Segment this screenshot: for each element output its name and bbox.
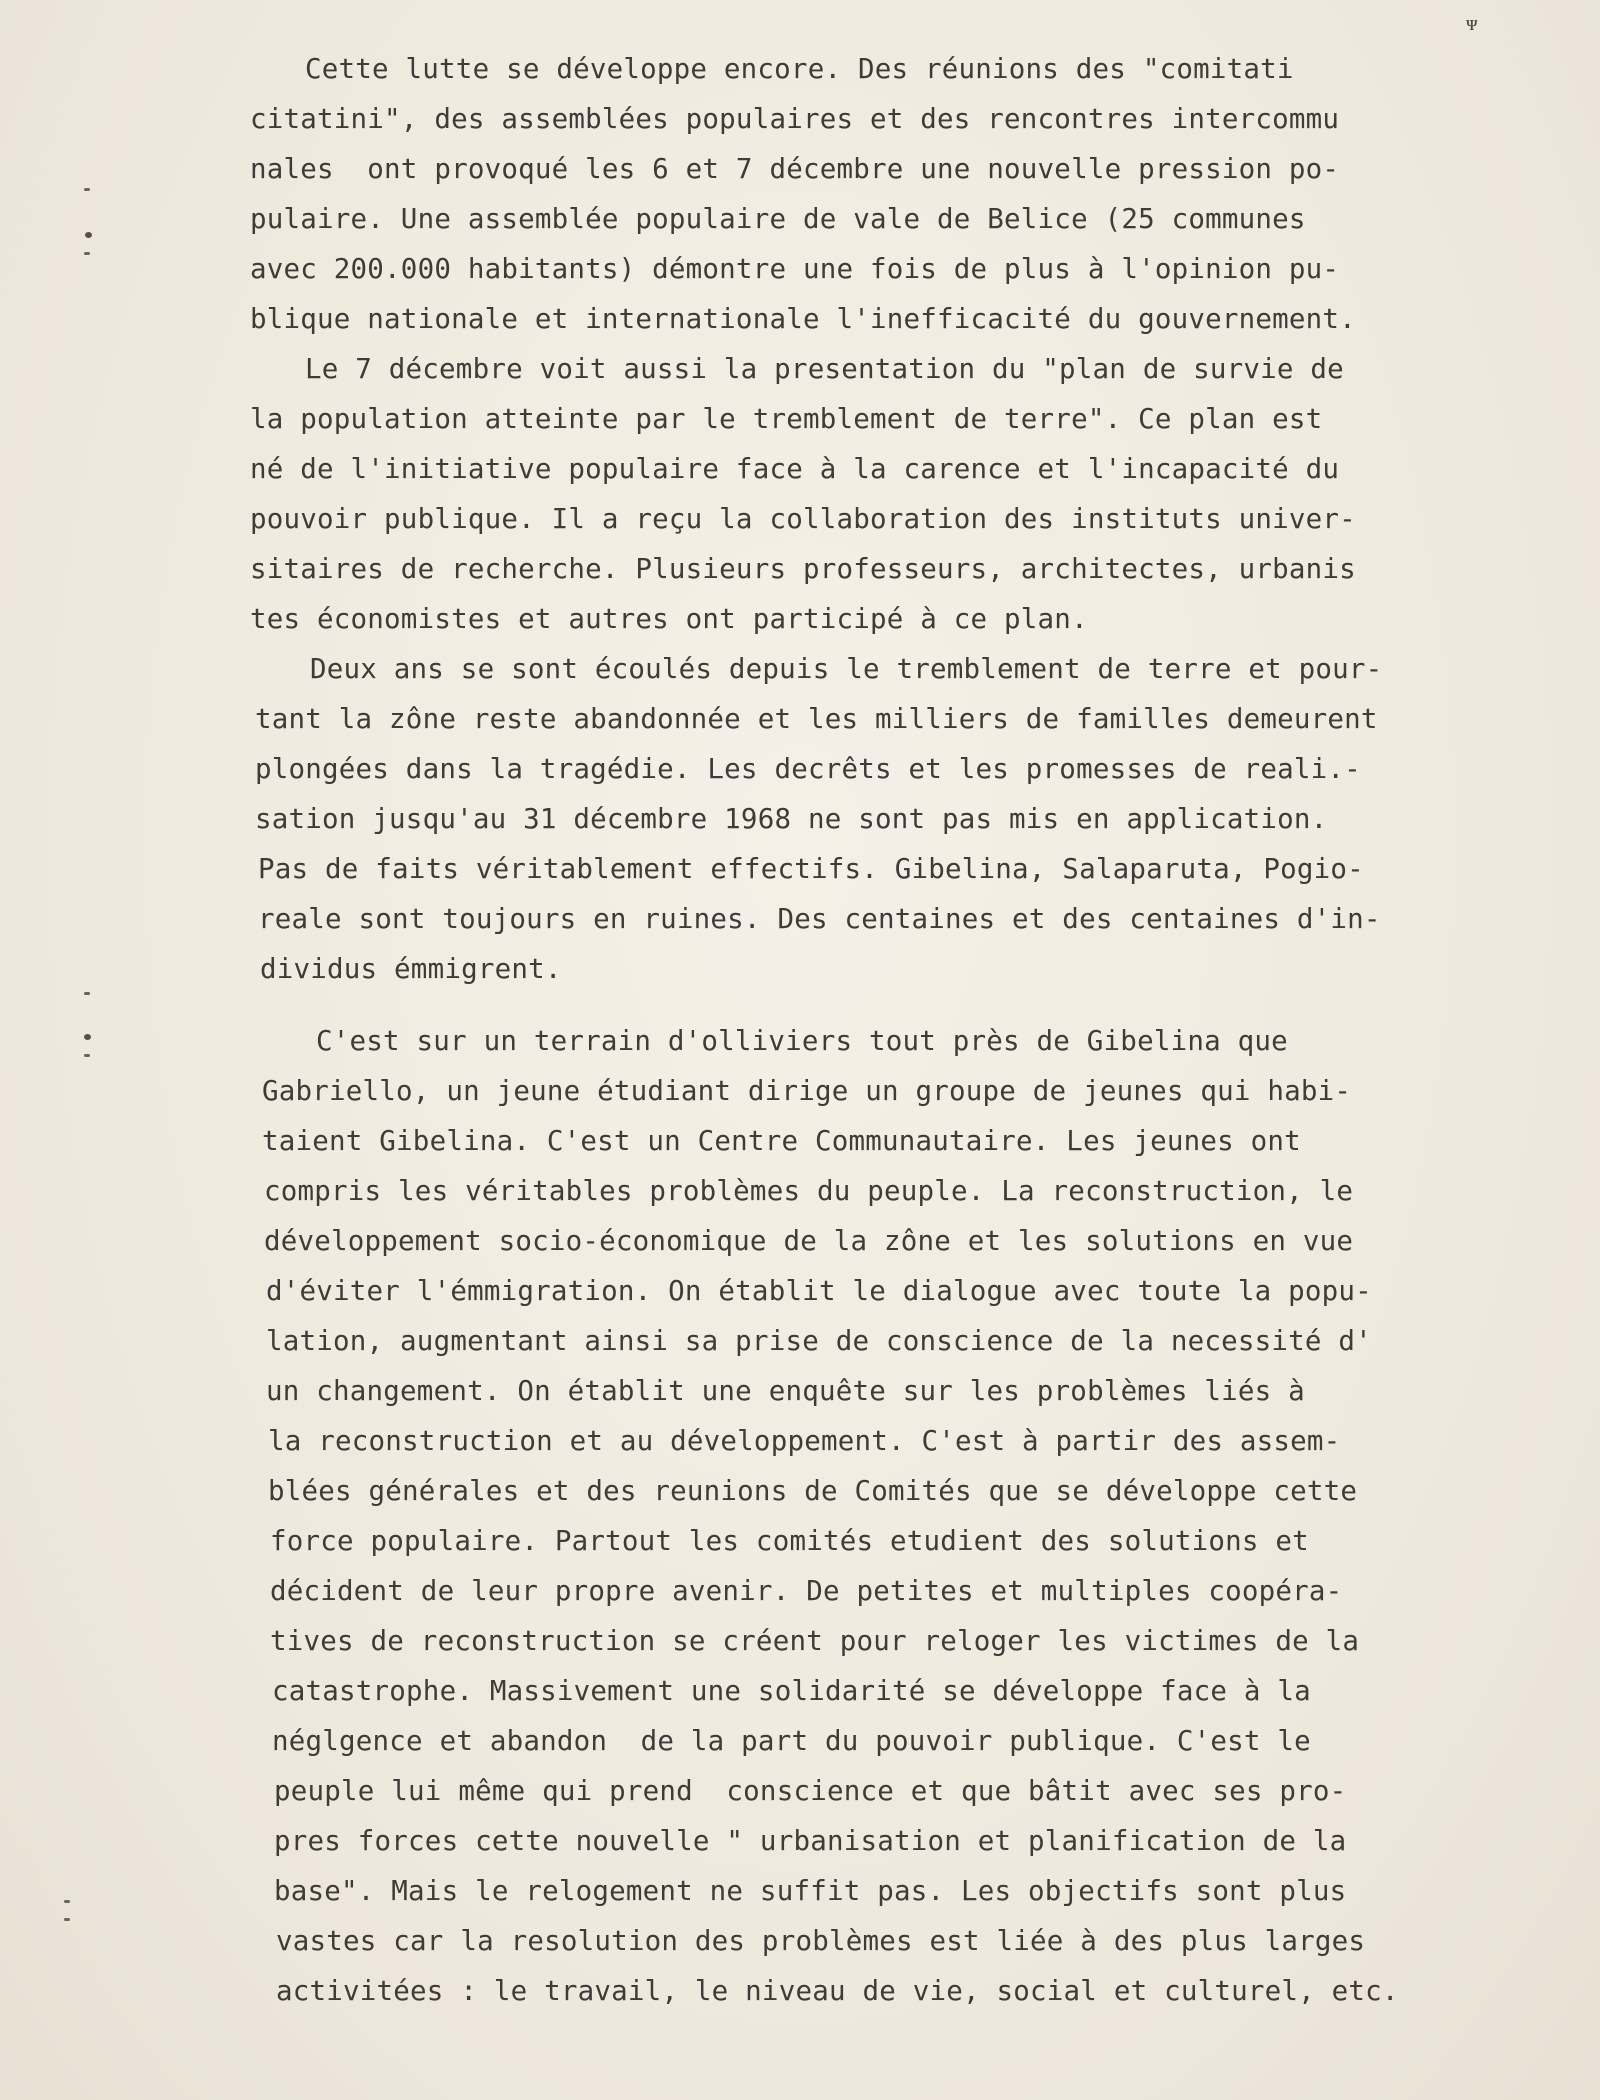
text-line: pulaire. Une assemblée populaire de vale de Belice (25 communes xyxy=(250,203,1306,235)
text-line: la population atteinte par le tremblement de terre". Ce plan est xyxy=(250,403,1323,435)
text-line: pres forces cette nouvelle " urbanisation et planification de la xyxy=(274,1825,1347,1857)
text-line: activitées : le travail, le niveau de vie, social et culturel, etc. xyxy=(276,1975,1399,2007)
margin-tick-mark xyxy=(84,1054,90,1057)
paragraph-1 xyxy=(250,44,1500,344)
text-line: force populaire. Partout les comités etudient des solutions et xyxy=(270,1525,1309,1557)
margin-dot-mark xyxy=(84,1034,91,1040)
margin-tick-mark xyxy=(84,188,90,191)
text-line: vastes car la resolution des problèmes est liée à des plus larges xyxy=(276,1925,1366,1957)
paragraph-4 xyxy=(250,1016,1500,2016)
text-line: Le 7 décembre voit aussi la presentation du "plan de survie de xyxy=(305,353,1344,385)
text-line: Cette lutte se développe encore. Des réunions des "comitati xyxy=(305,53,1294,85)
text-line: tives de reconstruction se créent pour reloger les victimes de la xyxy=(270,1625,1360,1657)
text-line: citatini", des assemblées populaires et des rencontres intercommu xyxy=(250,103,1340,135)
text-line: plongées dans la tragédie. Les decrêts et les promesses de reali.- xyxy=(255,753,1361,785)
text-line: Gabriello, un jeune étudiant dirige un groupe de jeunes qui habi- xyxy=(262,1075,1352,1107)
text-line: Pas de faits véritablement effectifs. Gibelina, Salaparuta, Pogio- xyxy=(258,853,1364,885)
text-line: pouvoir publique. Il a reçu la collaboration des instituts univer- xyxy=(250,503,1356,535)
text-line: dividus émmigrent. xyxy=(260,953,562,985)
typed-body-text xyxy=(250,44,1500,2016)
text-line: C'est sur un terrain d'olliviers tout près de Gibelina que xyxy=(316,1025,1288,1057)
text-line: avec 200.000 habitants) démontre une fois de plus à l'opinion pu- xyxy=(250,253,1340,285)
margin-dot-mark xyxy=(85,232,92,238)
page-number-mark: ᴪ xyxy=(1466,11,1478,36)
text-line: Deux ans se sont écoulés depuis le tremblement de terre et pour- xyxy=(310,653,1383,685)
text-line: nales ont provoqué les 6 et 7 décembre une nouvelle pression po- xyxy=(250,153,1340,185)
text-line: la reconstruction et au développement. C'est à partir des assem- xyxy=(268,1425,1341,1457)
margin-tick-mark xyxy=(64,1900,70,1903)
paragraph-2 xyxy=(250,344,1500,644)
text-line: taient Gibelina. C'est un Centre Communautaire. Les jeunes ont xyxy=(262,1125,1301,1157)
text-line: décident de leur propre avenir. De petites et multiples coopéra- xyxy=(270,1575,1343,1607)
text-line: blées générales et des reunions de Comités que se développe cette xyxy=(268,1475,1358,1507)
text-line: tant la zône reste abandonnée et les milliers de familles demeurent xyxy=(255,703,1378,735)
margin-tick-mark xyxy=(84,252,90,255)
text-line: compris les véritables problèmes du peuple. La reconstruction, le xyxy=(264,1175,1354,1207)
text-line: né de l'initiative populaire face à la carence et l'incapacité du xyxy=(250,453,1340,485)
text-line: base". Mais le relogement ne suffit pas. Les objectifs sont plus xyxy=(274,1875,1347,1907)
margin-tick-mark xyxy=(64,1918,70,1921)
text-line: blique nationale et internationale l'inefficacité du gouvernement. xyxy=(250,303,1356,335)
text-line: tes économistes et autres ont participé à ce plan. xyxy=(250,603,1088,635)
text-line: un changement. On établit une enquête sur les problèmes liés à xyxy=(266,1375,1305,1407)
paragraph-3 xyxy=(250,644,1500,994)
text-line: peuple lui même qui prend conscience et que bâtit avec ses pro- xyxy=(274,1775,1347,1807)
paragraph-gap xyxy=(250,994,1500,1016)
text-line: sation jusqu'au 31 décembre 1968 ne sont pas mis en application. xyxy=(255,803,1328,835)
text-line: lation, augmentant ainsi sa prise de conscience de la necessité d' xyxy=(266,1325,1372,1357)
text-line: reale sont toujours en ruines. Des centaines et des centaines d'in- xyxy=(258,903,1381,935)
text-line: développement socio-économique de la zône et les solutions en vue xyxy=(264,1225,1354,1257)
text-line: d'éviter l'émmigration. On établit le dialogue avec toute la popu- xyxy=(266,1275,1372,1307)
text-line: sitaires de recherche. Plusieurs professeurs, architectes, urbanis xyxy=(250,553,1356,585)
text-line: catastrophe. Massivement une solidarité se développe face à la xyxy=(272,1675,1311,1707)
text-line: néglgence et abandon de la part du pouvoir publique. C'est le xyxy=(272,1725,1311,1757)
margin-tick-mark xyxy=(84,992,90,995)
